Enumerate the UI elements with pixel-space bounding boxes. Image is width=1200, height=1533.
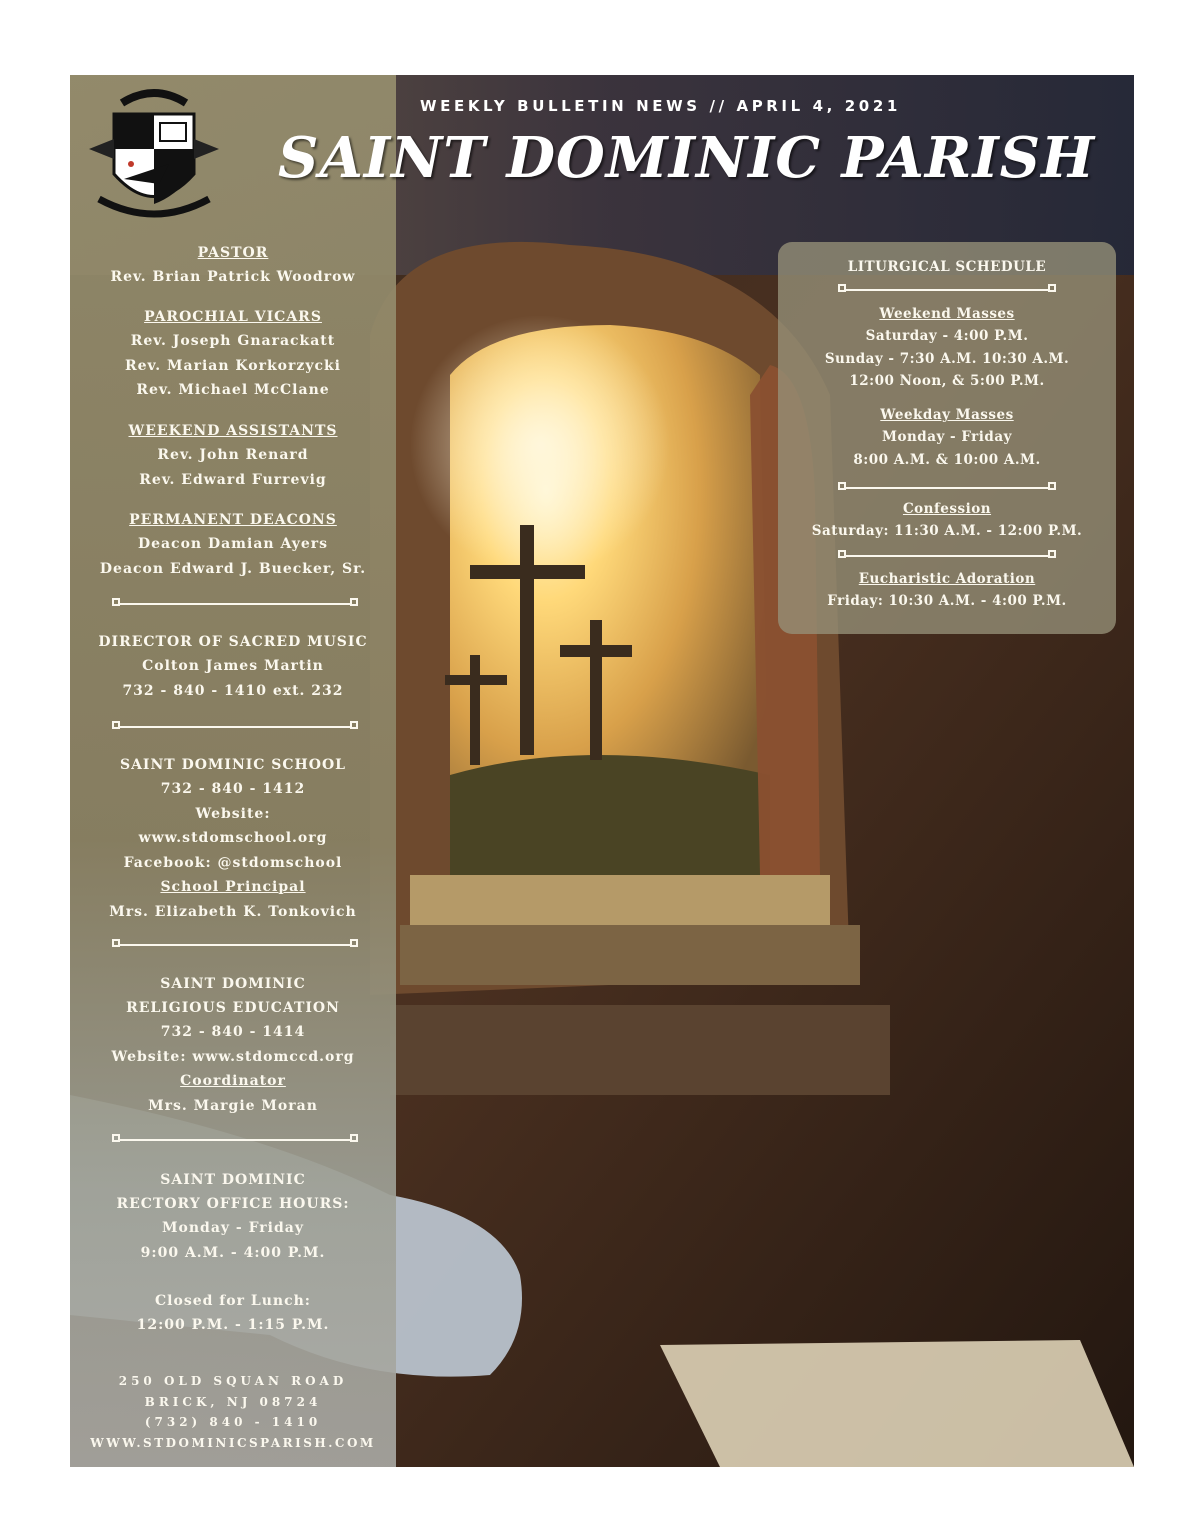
lunch-heading: Closed for Lunch:	[155, 1293, 311, 1309]
weekend-mass-time: Sunday - 7:30 A.M. 10:30 A.M.	[824, 350, 1070, 367]
weekend-mass-time: 12:00 Noon, & 5:00 P.M.	[849, 373, 1045, 389]
re-heading: RELIGIOUS EDUCATION	[126, 1000, 340, 1016]
address-city: BRICK, NJ 08724	[144, 1394, 322, 1409]
rectory-heading: RECTORY OFFICE HOURS:	[116, 1196, 350, 1212]
re-heading: SAINT DOMINIC	[160, 976, 306, 992]
bulletin-kicker: WEEKLY BULLETIN NEWS // APRIL 4, 2021	[420, 97, 901, 115]
religious-education-section	[70, 972, 396, 1118]
pastor-name: Rev. Brian Patrick Woodrow	[110, 269, 356, 285]
weekday-masses-section	[778, 404, 1116, 471]
re-coordinator-name: Mrs. Margie Moran	[148, 1097, 318, 1114]
confession-time: Saturday: 11:30 A.M. - 12:00 P.M.	[811, 523, 1083, 539]
bulletin-page	[70, 75, 1134, 1467]
music-heading: DIRECTOR OF SACRED MUSIC	[98, 634, 368, 650]
weekend-mass-time: Saturday - 4:00 P.M.	[865, 328, 1029, 344]
section-divider	[838, 482, 1056, 494]
assistant-name: Rev. Edward Furrevig	[139, 471, 327, 488]
staff-sidebar	[70, 75, 396, 1467]
school-principal-heading: School Principal	[160, 879, 306, 895]
deacon-name: Deacon Damian Ayers	[137, 536, 329, 552]
vicar-name: Rev. Michael McClane	[136, 382, 330, 398]
re-phone: 732 - 840 - 1414	[160, 1024, 306, 1040]
page-title: SAINT DOMINIC PARISH	[278, 125, 1095, 191]
parish-address	[70, 1371, 396, 1453]
assistants-section	[70, 419, 396, 492]
section-divider	[112, 721, 358, 733]
section-divider	[112, 939, 358, 951]
deacon-name: Deacon Edward J. Buecker, Sr.	[99, 560, 367, 577]
assistants-heading: WEEKEND ASSISTANTS	[128, 423, 338, 439]
adoration-section	[778, 568, 1116, 613]
music-phone: 732 - 840 - 1410 ext. 232	[122, 682, 344, 699]
school-facebook: Facebook: @stdomschool	[123, 854, 343, 871]
music-director-name: Colton James Martin	[142, 658, 324, 674]
section-divider	[112, 1134, 358, 1146]
school-website-link[interactable]: www.stdomschool.org	[138, 830, 328, 846]
adoration-heading: Eucharistic Adoration	[858, 571, 1036, 587]
rectory-section	[70, 1168, 396, 1265]
vicars-section	[70, 305, 396, 403]
school-heading: SAINT DOMINIC SCHOOL	[119, 757, 347, 773]
weekend-masses-heading: Weekend Masses	[879, 306, 1015, 322]
re-coordinator-heading: Coordinator	[180, 1073, 286, 1089]
section-divider	[838, 550, 1056, 562]
vicar-name: Rev. Joseph Gnarackatt	[130, 333, 336, 349]
pastor-heading: PASTOR	[197, 245, 269, 261]
school-website-label: Website:	[195, 805, 271, 822]
lunch-hours: 12:00 P.M. - 1:15 P.M.	[136, 1317, 330, 1333]
school-phone: 732 - 840 - 1412	[160, 781, 306, 797]
school-principal-name: Mrs. Elizabeth K. Tonkovich	[109, 903, 357, 920]
liturgical-schedule-card	[778, 242, 1116, 634]
vicar-name: Rev. Marian Korkorzycki	[124, 357, 342, 374]
confession-section	[778, 498, 1116, 543]
parish-website-link[interactable]: WWW.STDOMINICSPARISH.COM	[90, 1435, 376, 1450]
schedule-heading: LITURGICAL SCHEDULE	[847, 259, 1047, 275]
deacons-heading: PERMANENT DEACONS	[129, 512, 337, 528]
weekday-masses-heading: Weekday Masses	[880, 407, 1014, 423]
school-section	[70, 753, 396, 924]
section-divider	[838, 284, 1056, 296]
deacons-section	[70, 508, 396, 581]
parish-crest-icon	[84, 79, 224, 229]
assistant-name: Rev. John Renard	[157, 447, 309, 463]
rectory-days: Monday - Friday	[162, 1220, 304, 1236]
music-section	[70, 630, 396, 703]
rectory-hours: 9:00 A.M. - 4:00 P.M.	[140, 1244, 326, 1261]
lunch-section	[70, 1289, 396, 1338]
confession-heading: Confession	[902, 501, 992, 517]
schedule-heading-section	[778, 256, 1116, 278]
address-phone: (732) 840 - 1410	[144, 1415, 322, 1429]
weekend-masses-section	[778, 303, 1116, 393]
weekday-mass-time: 8:00 A.M. & 10:00 A.M.	[853, 451, 1041, 468]
address-street: 250 OLD SQUAN ROAD	[118, 1374, 348, 1388]
re-website-link[interactable]: Website: www.stdomccd.org	[111, 1048, 355, 1065]
vicars-heading: PAROCHIAL VICARS	[144, 309, 322, 325]
rectory-heading: SAINT DOMINIC	[160, 1172, 306, 1188]
pastor-section	[70, 241, 396, 290]
adoration-time: Friday: 10:30 A.M. - 4:00 P.M.	[827, 593, 1067, 609]
weekday-mass-days: Monday - Friday	[882, 429, 1012, 445]
section-divider	[112, 598, 358, 610]
